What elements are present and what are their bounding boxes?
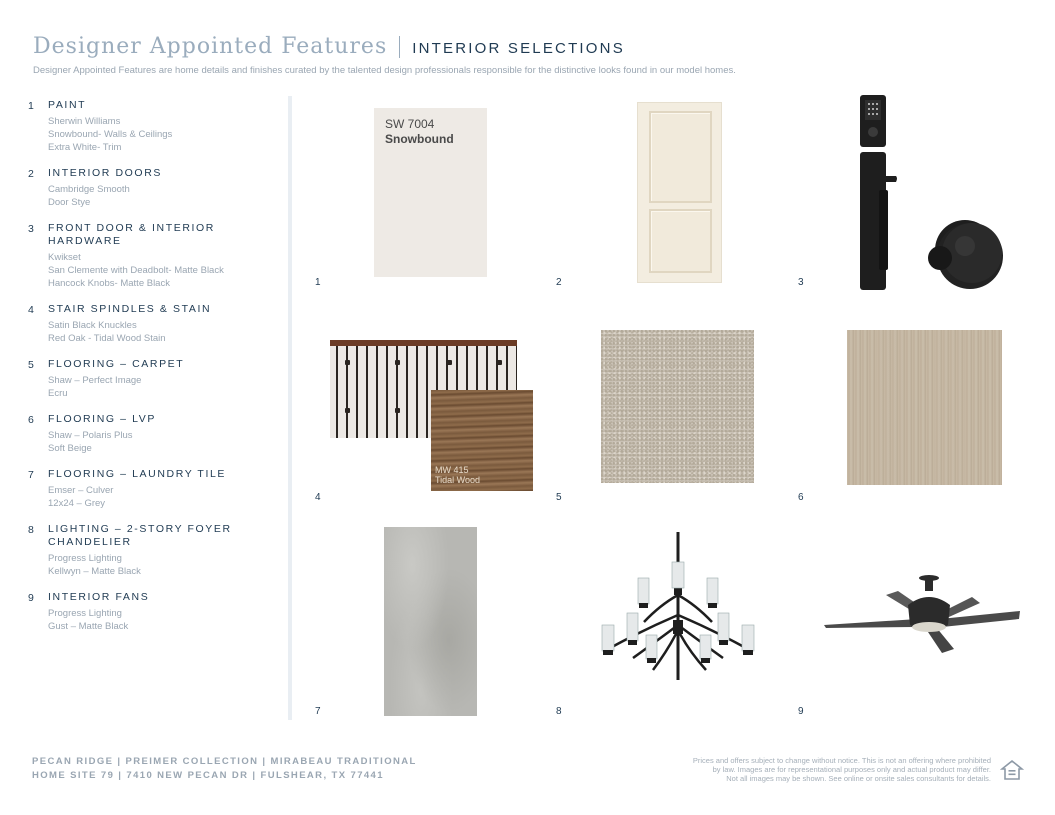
lvp-plank xyxy=(905,330,934,485)
intro-text: Designer Appointed Features are home details and finishes curated by the talented design professionals responsible for the distinctive looks found in our model homes. xyxy=(33,65,736,76)
selection-detail: Satin Black Knuckles xyxy=(48,320,137,331)
selection-title: PAINT xyxy=(48,99,87,111)
selection-item xyxy=(28,591,286,633)
selection-item xyxy=(28,358,286,400)
stain-sample-image xyxy=(431,390,533,491)
stain-sample-code: MW 415 xyxy=(435,465,469,475)
vertical-divider xyxy=(288,96,292,720)
paint-swatch-code: SW 7004 xyxy=(385,117,435,131)
selection-detail: Shaw – Perfect Image xyxy=(48,375,142,386)
spindle-knuckle xyxy=(345,408,350,413)
selection-title: FLOORING – CARPET xyxy=(48,358,185,370)
selection-body xyxy=(48,358,286,400)
spindle xyxy=(386,346,388,438)
selection-detail: Cambridge Smooth xyxy=(48,184,130,195)
door-hardware-image xyxy=(840,90,1020,295)
selection-title: LIGHTING – 2-STORY FOYER CHANDELIER xyxy=(48,523,232,548)
lvp-plank xyxy=(965,330,1002,485)
image-number-4: 4 xyxy=(315,492,321,503)
spindle xyxy=(426,346,428,438)
selection-title: INTERIOR DOORS xyxy=(48,167,162,179)
header xyxy=(33,34,1023,76)
selection-number: 7 xyxy=(28,469,34,481)
interior-door-image xyxy=(637,102,722,283)
image-number-7: 7 xyxy=(315,706,321,717)
handrail xyxy=(330,340,517,346)
selection-detail: Kellwyn – Matte Black xyxy=(48,566,141,577)
selection-number: 4 xyxy=(28,304,34,316)
door-panel-bottom xyxy=(649,209,712,273)
lvp-plank xyxy=(935,330,964,485)
selection-detail: Emser – Culver xyxy=(48,485,114,496)
selection-item xyxy=(28,303,286,345)
selection-detail: Shaw – Polaris Plus xyxy=(48,430,133,441)
selection-body xyxy=(48,591,286,633)
selection-detail: Progress Lighting xyxy=(48,608,122,619)
page-subtitle: INTERIOR SELECTIONS xyxy=(412,40,625,57)
selection-detail: Red Oak - Tidal Wood Stain xyxy=(48,333,166,344)
footer-community-line: PECAN RIDGE | PREIMER COLLECTION | MIRABEAU TRADITIONAL xyxy=(32,756,417,767)
image-number-9: 9 xyxy=(798,706,804,717)
lvp-plank xyxy=(877,330,906,485)
selection-body xyxy=(48,222,286,290)
selection-title: FLOORING – LVP xyxy=(48,413,156,425)
paint-swatch-image xyxy=(374,108,487,277)
selection-detail: Soft Beige xyxy=(48,443,92,454)
spindle-knuckle xyxy=(395,408,400,413)
selection-title: INTERIOR FANS xyxy=(48,591,150,603)
spindle xyxy=(356,346,358,438)
title-row xyxy=(33,34,1023,59)
selection-detail: Snowbound- Walls & Ceilings xyxy=(48,129,173,140)
selection-item xyxy=(28,222,286,290)
selection-detail: Hancock Knobs- Matte Black xyxy=(48,278,170,289)
spindle-knuckle xyxy=(497,360,502,365)
stain-sample-label xyxy=(435,465,480,485)
selection-number: 5 xyxy=(28,359,34,371)
image-number-6: 6 xyxy=(798,492,804,503)
spindle xyxy=(416,346,418,438)
selection-body xyxy=(48,523,286,578)
selection-number: 8 xyxy=(28,524,34,536)
selection-body xyxy=(48,303,286,345)
image-number-8: 8 xyxy=(556,706,562,717)
selection-number: 3 xyxy=(28,223,34,235)
selection-detail: Progress Lighting xyxy=(48,553,122,564)
selection-number: 2 xyxy=(28,168,34,180)
selection-detail: Ecru xyxy=(48,388,68,399)
selections-list xyxy=(28,99,286,646)
selection-detail: Sherwin Williams xyxy=(48,116,121,127)
selection-item xyxy=(28,523,286,578)
disclaimer-line-2: by law. Images are for representational purposes only and actual product may differ. xyxy=(712,765,991,774)
spindle xyxy=(366,346,368,438)
paint-swatch-name: Snowbound xyxy=(385,132,454,146)
selection-body xyxy=(48,167,286,209)
image-number-1: 1 xyxy=(315,277,321,288)
selection-item xyxy=(28,468,286,510)
ceiling-fan-image xyxy=(822,575,1022,655)
selection-number: 9 xyxy=(28,592,34,604)
lvp-plank xyxy=(847,330,876,485)
footer-address xyxy=(32,755,417,783)
equal-housing-icon xyxy=(1000,758,1024,782)
selection-item xyxy=(28,167,286,209)
selection-body xyxy=(48,99,286,154)
selection-body xyxy=(48,468,286,510)
selection-detail: Kwikset xyxy=(48,252,81,263)
selection-item xyxy=(28,413,286,455)
selection-body xyxy=(48,413,286,455)
spindle xyxy=(406,346,408,438)
footer-homesite-line: HOME SITE 79 | 7410 NEW PECAN DR | FULSHEAR, TX 77441 xyxy=(32,770,384,781)
image-number-3: 3 xyxy=(798,277,804,288)
selection-title: FRONT DOOR & INTERIOR HARDWARE xyxy=(48,222,215,247)
selection-detail: Extra White- Trim xyxy=(48,142,122,153)
spindle-knuckle xyxy=(395,360,400,365)
lvp-sample-image xyxy=(847,330,1002,485)
selection-title: FLOORING – LAUNDRY TILE xyxy=(48,468,227,480)
selection-number: 6 xyxy=(28,414,34,426)
page-title: Designer Appointed Features xyxy=(33,34,388,59)
spindle-knuckle xyxy=(345,360,350,365)
spindle xyxy=(336,346,338,438)
carpet-sample-image xyxy=(601,330,754,483)
stain-sample-name: Tidal Wood xyxy=(435,475,481,485)
title-divider xyxy=(399,36,400,58)
selection-number: 1 xyxy=(28,100,34,112)
footer-disclaimer xyxy=(661,756,991,783)
disclaimer-line-3: Not all images may be shown. See online or onsite sales consultants for details. xyxy=(726,774,991,783)
spindle xyxy=(376,346,378,438)
selection-detail: Gust – Matte Black xyxy=(48,621,129,632)
door-panel-top xyxy=(649,111,712,203)
selection-detail: San Clemente with Deadbolt- Matte Black xyxy=(48,265,224,276)
image-number-5: 5 xyxy=(556,492,562,503)
selection-detail: 12x24 – Grey xyxy=(48,498,106,509)
selection-detail: Door Stye xyxy=(48,197,91,208)
laundry-tile-image xyxy=(384,527,477,716)
selection-title: STAIR SPINDLES & STAIN xyxy=(48,303,212,315)
image-number-2: 2 xyxy=(556,277,562,288)
disclaimer-line-1: Prices and offers subject to change without notice. This is not an offering where prohibited xyxy=(692,756,991,765)
chandelier-image xyxy=(598,530,758,690)
spindle-knuckle xyxy=(447,360,452,365)
selection-item xyxy=(28,99,286,154)
